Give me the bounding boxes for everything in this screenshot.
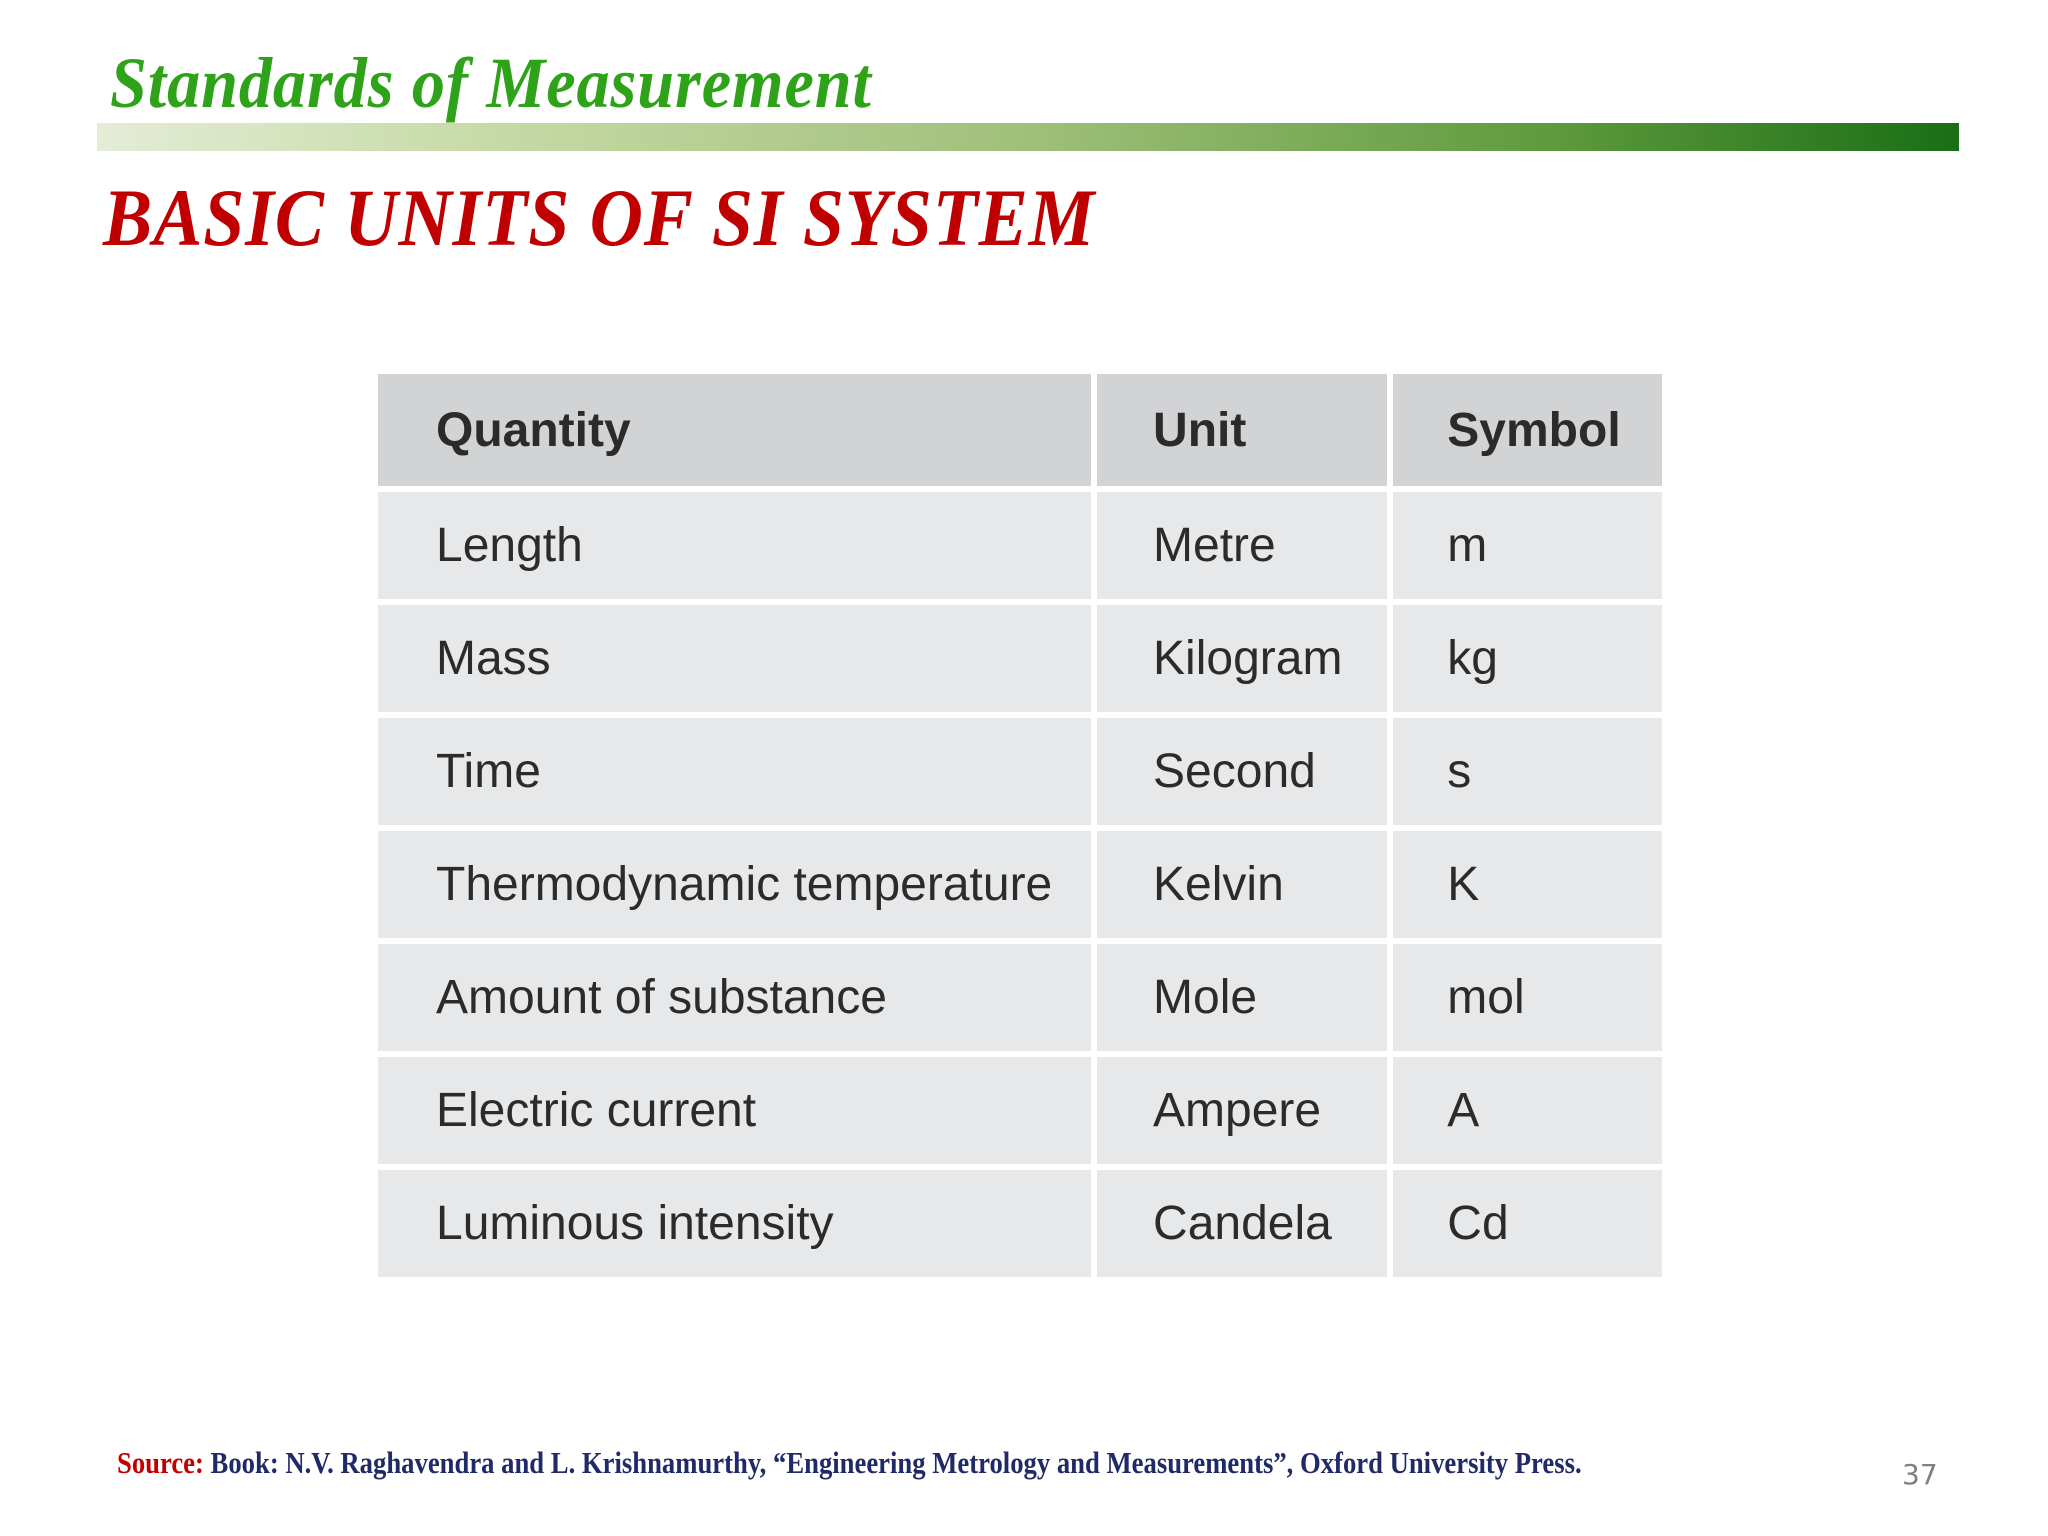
cell-symbol: mol <box>1393 944 1662 1051</box>
header-symbol: Symbol <box>1393 374 1662 486</box>
cell-unit: Kilogram <box>1097 605 1387 712</box>
cell-symbol: A <box>1393 1057 1662 1164</box>
title-underline-bar <box>97 123 1959 151</box>
slide-title: Standards of Measurement <box>110 43 872 123</box>
cell-unit: Mole <box>1097 944 1387 1051</box>
table-row <box>378 944 1662 1051</box>
cell-unit: Second <box>1097 718 1387 825</box>
cell-unit: Kelvin <box>1097 831 1387 938</box>
source-citation <box>117 1443 1582 1483</box>
cell-unit: Ampere <box>1097 1057 1387 1164</box>
cell-quantity: Amount of substance <box>378 944 1091 1051</box>
table-row <box>378 831 1662 938</box>
cell-symbol: m <box>1393 492 1662 599</box>
header-quantity: Quantity <box>378 374 1091 486</box>
table-row <box>378 718 1662 825</box>
cell-symbol: Cd <box>1393 1170 1662 1277</box>
table-header-row <box>378 374 1662 486</box>
table-row <box>378 1170 1662 1277</box>
cell-quantity: Time <box>378 718 1091 825</box>
cell-quantity: Mass <box>378 605 1091 712</box>
cell-unit: Candela <box>1097 1170 1387 1277</box>
table-row <box>378 605 1662 712</box>
page-number: 37 <box>1902 1458 1938 1491</box>
table-row <box>378 492 1662 599</box>
cell-quantity: Luminous intensity <box>378 1170 1091 1277</box>
source-label: Source: <box>117 1445 204 1480</box>
cell-quantity: Thermodynamic temperature <box>378 831 1091 938</box>
si-units-table <box>372 368 1668 1283</box>
header-unit: Unit <box>1097 374 1387 486</box>
cell-quantity: Electric current <box>378 1057 1091 1164</box>
cell-quantity: Length <box>378 492 1091 599</box>
slide-subtitle: BASIC UNITS OF SI SYSTEM <box>103 172 1096 263</box>
table-row <box>378 1057 1662 1164</box>
cell-unit: Metre <box>1097 492 1387 599</box>
cell-symbol: kg <box>1393 605 1662 712</box>
source-text: Book: N.V. Raghavendra and L. Krishnamurthy, “Engineering Metrology and Measurements”, Oxford University Press. <box>203 1445 1582 1480</box>
cell-symbol: s <box>1393 718 1662 825</box>
cell-symbol: K <box>1393 831 1662 938</box>
